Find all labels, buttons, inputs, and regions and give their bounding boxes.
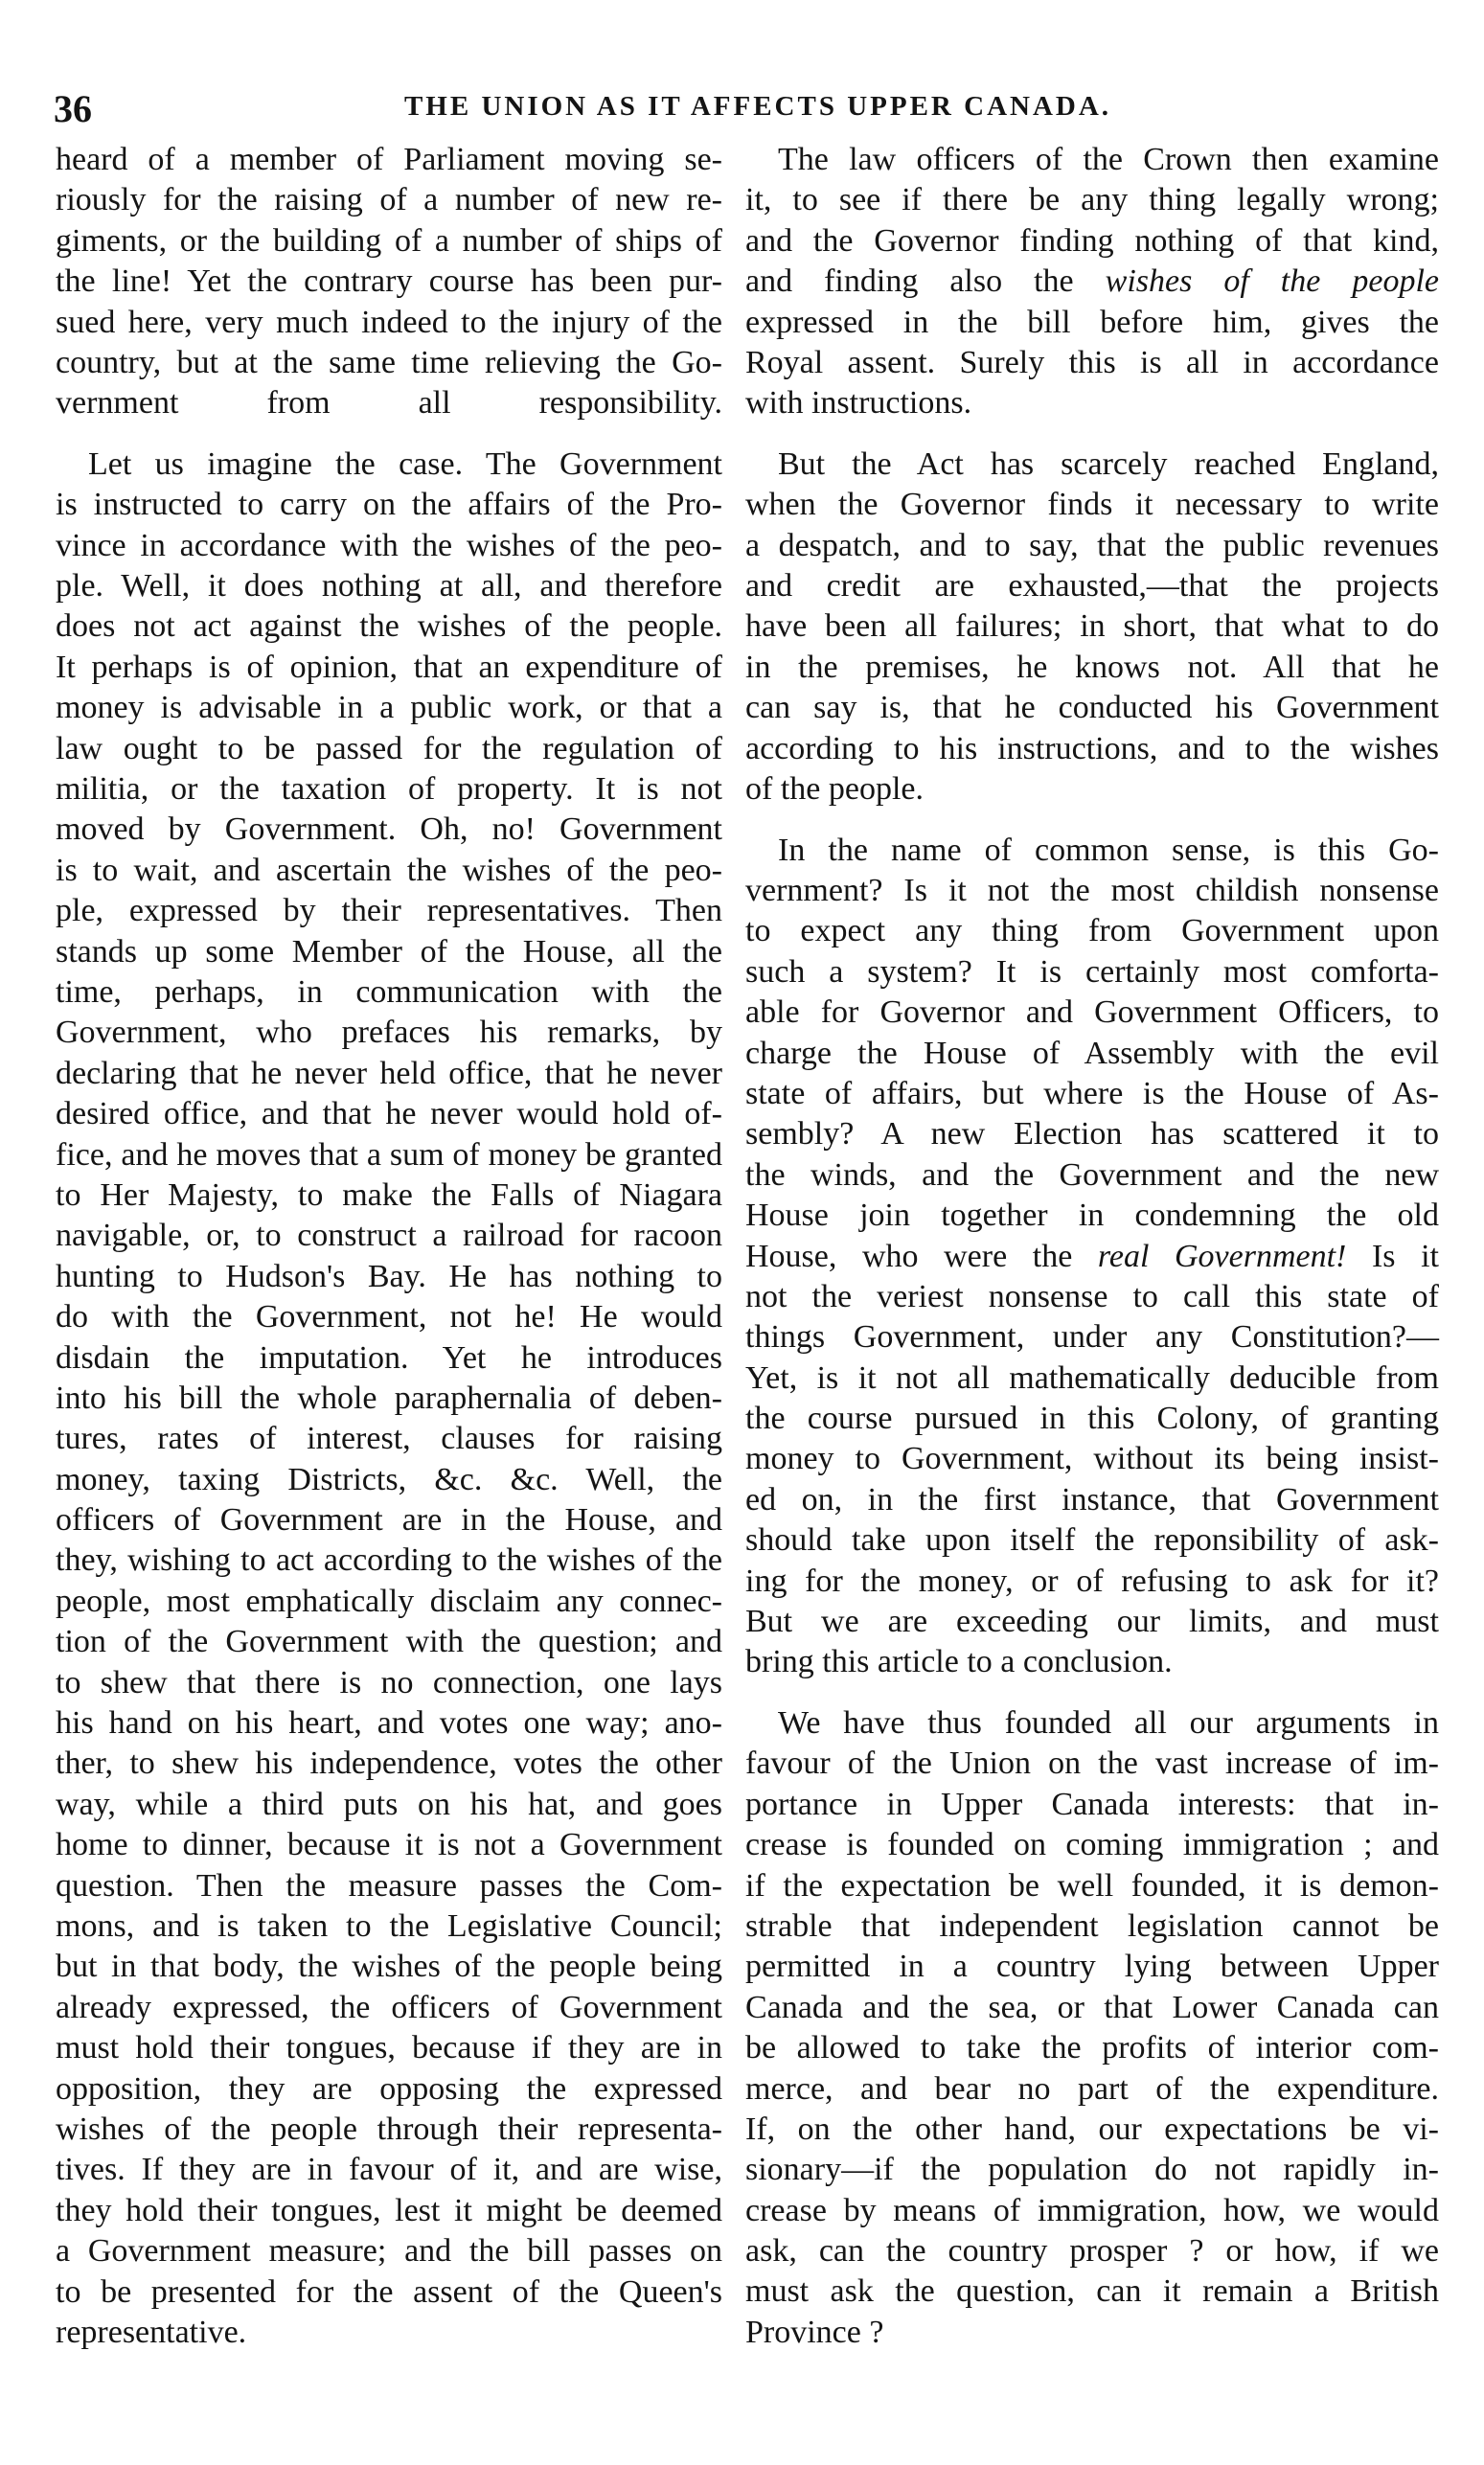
text-line: does not act against the wishes of the people. <box>56 608 722 645</box>
text-line: ask, can the country prosper ? or how, if we <box>745 2233 1439 2270</box>
text-line: it, to see if there be any thing legally wrong; <box>745 182 1439 218</box>
text-line: tures, rates of interest, clauses for raising <box>56 1421 722 1457</box>
text-line: permitted in a country lying between Upper <box>745 1949 1439 1985</box>
text-line: hunting to Hudson's Bay. He has nothing to <box>56 1258 722 1294</box>
text-line: ple. Well, it does nothing at all, and therefore <box>56 568 722 605</box>
text-line: in the premises, he knows not. All that he <box>745 649 1439 685</box>
text-line: the line! Yet the contrary course has been pur- <box>56 263 722 300</box>
text-line: vince in accordance with the wishes of the peo- <box>56 527 722 563</box>
text-line: stands up some Member of the House, all the <box>56 933 722 970</box>
text-line: tion of the Government with the question; and <box>56 1624 722 1660</box>
text-line: vernment from all responsibility. <box>56 385 722 422</box>
text-line: they hold their tongues, lest it might be deemed <box>56 2192 722 2228</box>
text-line: to be presented for the assent of the Queen's <box>56 2273 722 2310</box>
text-line: representative. <box>56 2314 247 2350</box>
page-number: 36 <box>54 87 92 130</box>
paragraph <box>745 1703 1439 2353</box>
text-line: crease is founded on coming immigration ; and <box>745 1827 1439 1863</box>
text-line: have been all failures; in short, that what to do <box>745 608 1439 645</box>
text-line: to Her Majesty, to make the Falls of Niagara <box>56 1176 722 1213</box>
text-line: to expect any thing from Government upon <box>745 913 1439 949</box>
italic-text: real Government! <box>1097 1238 1347 1274</box>
text-line: ple, expressed by their representatives. Then <box>56 893 722 929</box>
text-line: and the Governor finding nothing of that kind, <box>745 222 1439 259</box>
text-line: moved by Government. Oh, no! Government <box>56 811 722 848</box>
text-line: with instructions. <box>745 385 972 422</box>
text-line: when the Governor finds it necessary to write <box>745 487 1439 523</box>
text-line: wishes of the people through their representa- <box>56 2111 722 2147</box>
text-line: should take upon itself the reponsibility of ask- <box>745 1522 1439 1559</box>
text-segment: and finding also the <box>745 263 1106 300</box>
text-line: tives. If they are in favour of it, and are wise, <box>56 2152 722 2188</box>
text-line: but in that body, the wishes of the people being <box>56 1949 722 1985</box>
text-line: strable that independent legislation cannot be <box>745 1907 1439 1944</box>
text-line: question. Then the measure passes the Com- <box>56 1867 722 1904</box>
text-line: his hand on his heart, and votes one way; ano- <box>56 1705 722 1742</box>
text-line: not the veriest nonsense to call this state of <box>745 1278 1439 1314</box>
text-line: money is advisable in a public work, or that a <box>56 690 722 726</box>
text-line: giments, or the building of a number of ships of <box>56 222 722 259</box>
text-line: It perhaps is of opinion, that an expenditure of <box>56 649 722 685</box>
text-line: If, on the other hand, our expectations be vi- <box>745 2111 1439 2147</box>
text-line: a Government measure; and the bill passes on <box>56 2233 722 2270</box>
text-line: charge the House of Assembly with the evil <box>745 1035 1439 1071</box>
paragraph <box>745 445 1439 810</box>
paragraph <box>56 140 722 424</box>
text-line: sued here, very much indeed to the injury of the <box>56 304 722 340</box>
text-line <box>745 262 1439 302</box>
text-line: must ask the question, can it remain a British <box>745 2273 1439 2310</box>
text-line: Yet, is it not all mathematically deducible from <box>745 1359 1439 1396</box>
text-line: sembly? A new Election has scattered it to <box>745 1116 1439 1153</box>
text-segment: Is it <box>1346 1238 1439 1274</box>
text-line: fice, and he moves that a sum of money be granted <box>56 1136 722 1173</box>
text-line: such a system? It is certainly most comforta- <box>745 953 1439 990</box>
text-line: crease by means of immigration, how, we would <box>745 2192 1439 2228</box>
left-column <box>56 140 722 2373</box>
text-line: expressed in the bill before him, gives the <box>745 304 1439 340</box>
text-line: money, taxing Districts, &c. &c. Well, the <box>56 1461 722 1497</box>
text-line: ing for the money, or of refusing to ask for it? <box>745 1563 1439 1599</box>
text-line: In the name of common sense, is this Go- <box>778 832 1439 868</box>
text-line: they, wishing to act according to the wishes of the <box>56 1542 722 1579</box>
text-segment: House, who were the <box>745 1238 1098 1274</box>
text-line: law ought to be passed for the regulation of <box>56 730 722 766</box>
text-line: home to dinner, because it is not a Government <box>56 1827 722 1863</box>
text-line: things Government, under any Constitution?— <box>745 1319 1439 1356</box>
text-line: sionary—if the population do not rapidly in- <box>745 2152 1439 2188</box>
text-line: time, perhaps, in communication with the <box>56 974 722 1010</box>
text-line: disdain the imputation. Yet he introduces <box>56 1339 722 1376</box>
text-line <box>745 1237 1439 1277</box>
paragraph <box>56 445 722 2353</box>
text-line: But the Act has scarcely reached England, <box>778 445 1439 482</box>
text-line: Canada and the sea, or that Lower Canada can <box>745 1989 1439 2025</box>
text-line: But we are exceeding our limits, and must <box>745 1604 1439 1640</box>
text-line: militia, or the taxation of property. It is not <box>56 771 722 808</box>
text-line: portance in Upper Canada interests: that in- <box>745 1786 1439 1822</box>
text-line: be allowed to take the profits of interior com- <box>745 2030 1439 2066</box>
text-line: opposition, they are opposing the expressed <box>56 2070 722 2107</box>
text-line: Royal assent. Surely this is all in accordance <box>745 344 1439 380</box>
text-line: able for Governor and Government Officers, to <box>745 994 1439 1031</box>
text-line: ed on, in the first instance, that Government <box>745 1481 1439 1518</box>
text-line: desired office, and that he never would hold of- <box>56 1096 722 1132</box>
text-line: heard of a member of Parliament moving se- <box>56 142 722 177</box>
text-line: bring this article to a conclusion. <box>745 1644 1173 1680</box>
text-line: Province ? <box>745 2314 884 2350</box>
text-line: officers of Government are in the House, and <box>56 1502 722 1539</box>
text-line: the course pursued in this Colony, of granting <box>745 1401 1439 1437</box>
text-line: House join together in condemning the old <box>745 1198 1439 1234</box>
text-line: is to wait, and ascertain the wishes of the peo- <box>56 852 722 888</box>
italic-text: wishes of the people <box>1105 263 1439 300</box>
right-column <box>745 140 1439 2373</box>
running-title: THE UNION AS IT AFFECTS UPPER CANADA. <box>403 91 1112 122</box>
text-line: the winds, and the Government and the new <box>745 1156 1439 1193</box>
text-line: according to his instructions, and to the wishes <box>745 730 1439 766</box>
text-line: of the people. <box>745 771 924 808</box>
paragraph <box>745 140 1439 424</box>
text-line: can say is, that he conducted his Government <box>745 690 1439 726</box>
text-line: into his bill the whole paraphernalia of deben- <box>56 1380 722 1416</box>
text-line: navigable, or, to construct a railroad for racoon <box>56 1218 722 1254</box>
text-line: state of affairs, but where is the House of As- <box>745 1075 1439 1111</box>
text-line: way, while a third puts on his hat, and goes <box>56 1786 722 1822</box>
text-line: if the expectation be well founded, it is demon- <box>745 1867 1439 1904</box>
text-line: already expressed, the officers of Government <box>56 1989 722 2025</box>
text-line: and credit are exhausted,—that the projects <box>745 568 1439 605</box>
text-line: mons, and is taken to the Legislative Council; <box>56 1907 722 1944</box>
text-line: must hold their tongues, because if they are in <box>56 2030 722 2066</box>
paragraph <box>745 831 1439 1683</box>
text-line: Let us imagine the case. The Government <box>88 445 722 482</box>
text-line: We have thus founded all our arguments in <box>778 1705 1439 1742</box>
text-line: people, most emphatically disclaim any connec- <box>56 1583 722 1619</box>
text-line: ther, to shew his independence, votes the other <box>56 1746 722 1782</box>
text-line: favour of the Union on the vast increase of im- <box>745 1746 1439 1782</box>
text-line: riously for the raising of a number of new re- <box>56 182 722 218</box>
text-line: to shew that there is no connection, one lays <box>56 1664 722 1700</box>
text-line: vernment? Is it not the most childish nonsense <box>745 873 1439 909</box>
text-line: money to Government, without its being insist- <box>745 1441 1439 1477</box>
text-line: Government, who prefaces his remarks, by <box>56 1015 722 1051</box>
text-line: do with the Government, not he! He would <box>56 1299 722 1335</box>
text-line: country, but at the same time relieving the Go- <box>56 344 722 380</box>
text-line: a despatch, and to say, that the public revenues <box>745 527 1439 563</box>
text-line: The law officers of the Crown then examine <box>778 142 1439 177</box>
text-line: is instructed to carry on the affairs of the Pro- <box>56 487 722 523</box>
text-line: merce, and bear no part of the expenditure. <box>745 2070 1439 2107</box>
text-line: declaring that he never held office, that he never <box>56 1055 722 1091</box>
